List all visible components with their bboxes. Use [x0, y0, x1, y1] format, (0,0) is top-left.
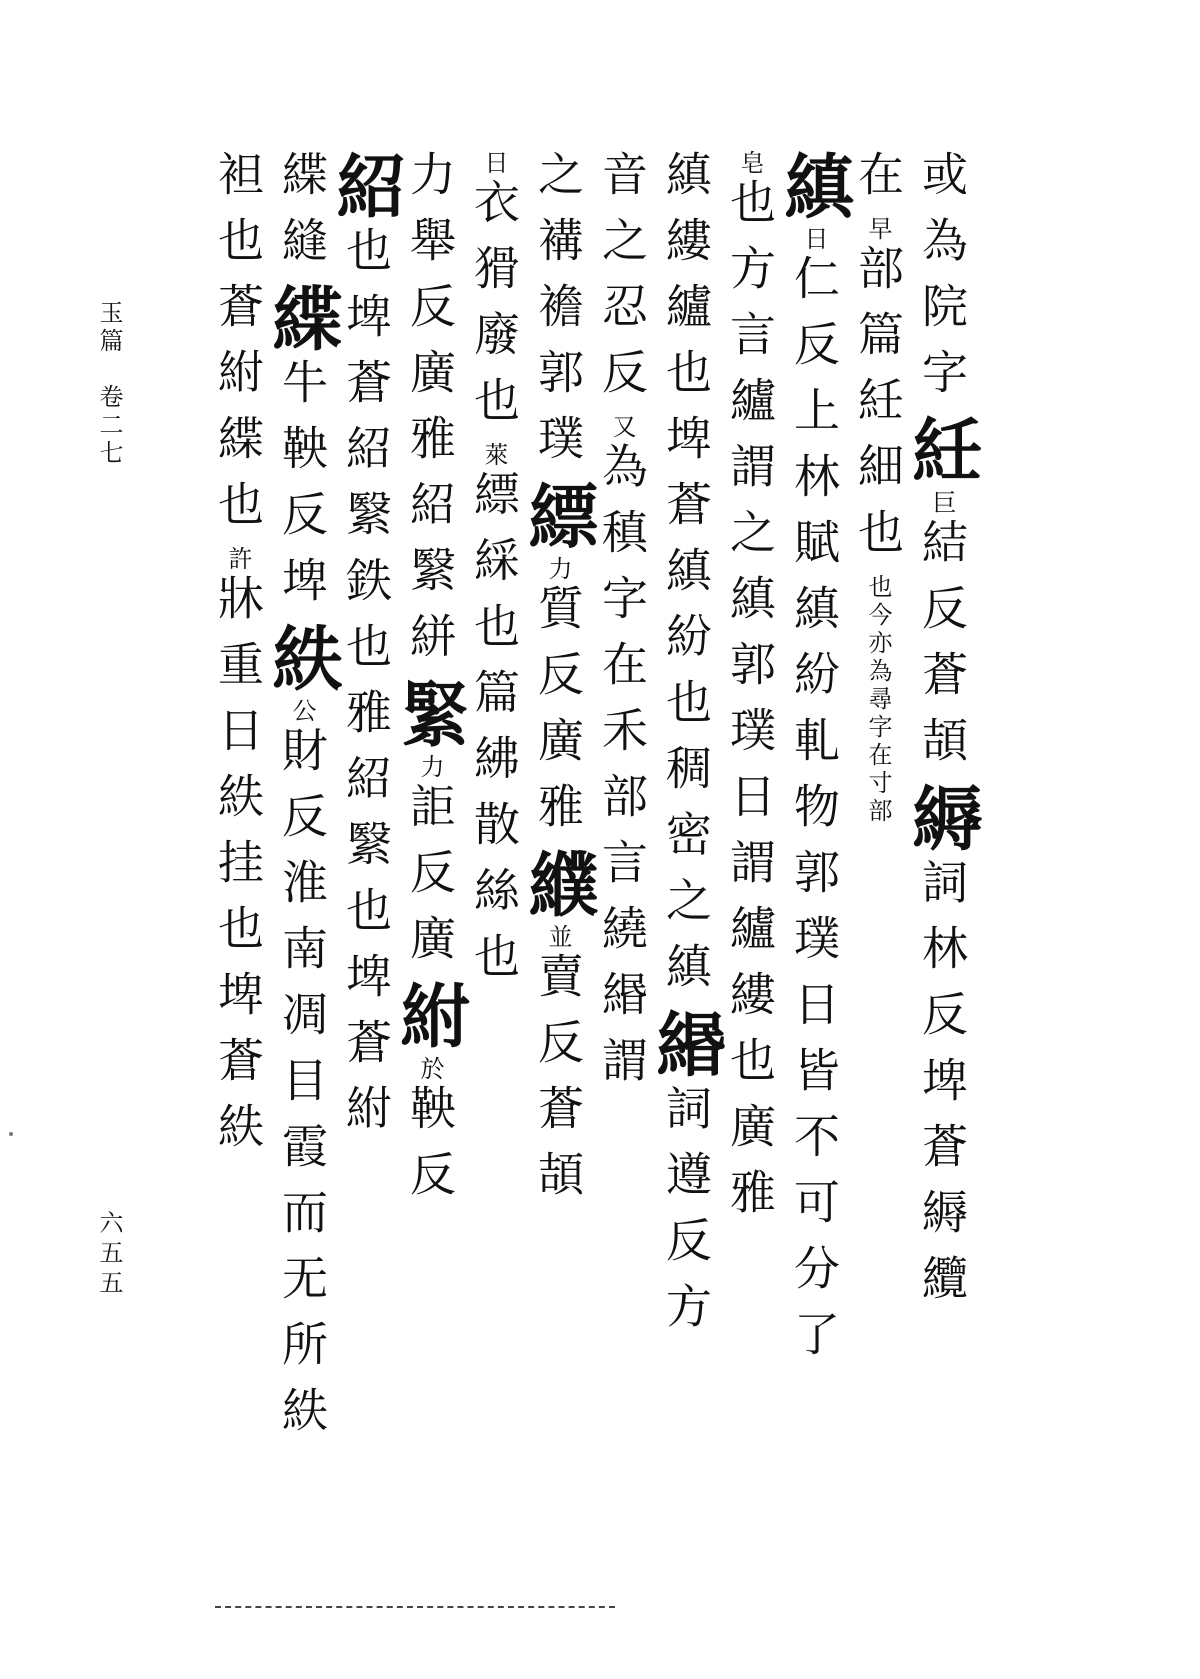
entry-headword: 紨 — [389, 980, 472, 1056]
body-text: 也方言纑謂之縝郭璞日謂纑縷也廣雅 — [723, 178, 777, 1234]
annotation-text: 日 — [800, 226, 828, 254]
body-text: 衣猾廢也 — [467, 178, 521, 442]
text-column — [901, 150, 984, 1480]
body-text: 在 — [851, 150, 905, 216]
text-column — [773, 150, 856, 1480]
body-text: 雅紹繄也 — [339, 688, 393, 952]
body-text: 詞遵反方 — [659, 1084, 713, 1348]
margin-title: 玉篇 卷二七 — [95, 300, 123, 468]
body-text: 結反蒼頡 — [915, 518, 969, 782]
body-text: 舉反廣雅紹繄絣 — [403, 216, 457, 678]
body-text: 蒼紨緤也 — [211, 282, 265, 546]
body-text: 牀重日紩挂也埤蒼紩 — [211, 574, 265, 1168]
body-text: 之褠襜郭璞 — [531, 150, 585, 480]
body-text: 詞林反埤蒼縟纜 — [915, 858, 969, 1320]
body-text: 部 — [851, 244, 905, 310]
text-column — [325, 150, 408, 1480]
body-text: 為稹字在禾部 — [595, 442, 649, 838]
entry-headword: 紩 — [261, 622, 344, 698]
body-text: 縫 — [275, 216, 329, 282]
entry-headword: 緡 — [645, 1008, 728, 1084]
text-column — [210, 150, 266, 1480]
annotation-text: 早 — [864, 216, 892, 244]
body-text: 篇紝細也 — [851, 310, 905, 574]
body-text: 力 — [403, 150, 457, 216]
body-text: 埤蒼紨 — [339, 952, 393, 1150]
body-text: 鞅反 — [403, 1084, 457, 1216]
entry-headword: 縝 — [773, 150, 856, 226]
text-column — [389, 150, 472, 1480]
annotation-text: 巨 — [928, 490, 956, 518]
annotation-text: 許 — [224, 546, 252, 574]
body-text: 或為院字 — [915, 150, 969, 414]
annotation-text: 日 — [480, 150, 508, 178]
text-column — [517, 150, 600, 1480]
text-column — [850, 150, 906, 1480]
body-text: 牛鞅反埤 — [275, 358, 329, 622]
entry-headword: 緊 — [389, 678, 472, 754]
annotation-text: 也今 — [864, 574, 892, 630]
text-column — [594, 150, 650, 1480]
body-text: 質反廣雅 — [531, 584, 585, 848]
body-text: 縹綵也 — [467, 470, 521, 668]
body-text: 縝縷纑也埤蒼縝紛也稠 — [659, 150, 713, 810]
body-text: 仁反上林賦縝紛軋物郭璞日皆不可分了 — [787, 254, 841, 1376]
annotation-text: 於 — [416, 1056, 444, 1084]
entry-headword: 縟 — [901, 782, 984, 858]
entry-headword: 縹 — [517, 480, 600, 556]
entry-headword: 纀 — [517, 848, 600, 924]
annotation-text: 又 — [608, 414, 636, 442]
body-text: 詎反廣 — [403, 782, 457, 980]
annotation-text: 亦為尋字在寸部 — [864, 630, 892, 826]
body-text: 之縝 — [659, 876, 713, 1008]
body-text: 賣反蒼頡 — [531, 952, 585, 1216]
entry-headword: 紝 — [901, 414, 984, 490]
body-text: 篇紼散絲也 — [467, 668, 521, 998]
annotation-text: 公 — [288, 698, 316, 726]
annotation-text: 力 — [416, 754, 444, 782]
body-text: 密 — [659, 810, 713, 876]
body-text: 財反淮南凋目霞而无所紩 — [275, 726, 329, 1452]
text-column — [645, 150, 728, 1480]
annotation-text: 力 — [544, 556, 572, 584]
entry-headword: 緤 — [261, 282, 344, 358]
annotation-text: 皂 — [736, 150, 764, 178]
body-text: 音之忍反 — [595, 150, 649, 414]
vertical-text-block — [210, 150, 984, 1480]
text-column — [466, 150, 522, 1480]
annotation-text: 萊 — [480, 442, 508, 470]
scan-speck — [9, 1132, 13, 1136]
entry-headword: 紹 — [325, 150, 408, 226]
body-text: 緤 — [275, 150, 329, 216]
page-number: 六五五 — [95, 1210, 123, 1300]
body-text: 言繞緡謂 — [595, 838, 649, 1102]
body-text: 也埤蒼紹繄鉄也 — [339, 226, 393, 688]
text-column — [261, 150, 344, 1480]
body-text: 袒也 — [211, 150, 265, 282]
text-column — [722, 150, 778, 1480]
annotation-text: 並 — [544, 924, 572, 952]
bottom-dashed-rule — [215, 1606, 615, 1608]
